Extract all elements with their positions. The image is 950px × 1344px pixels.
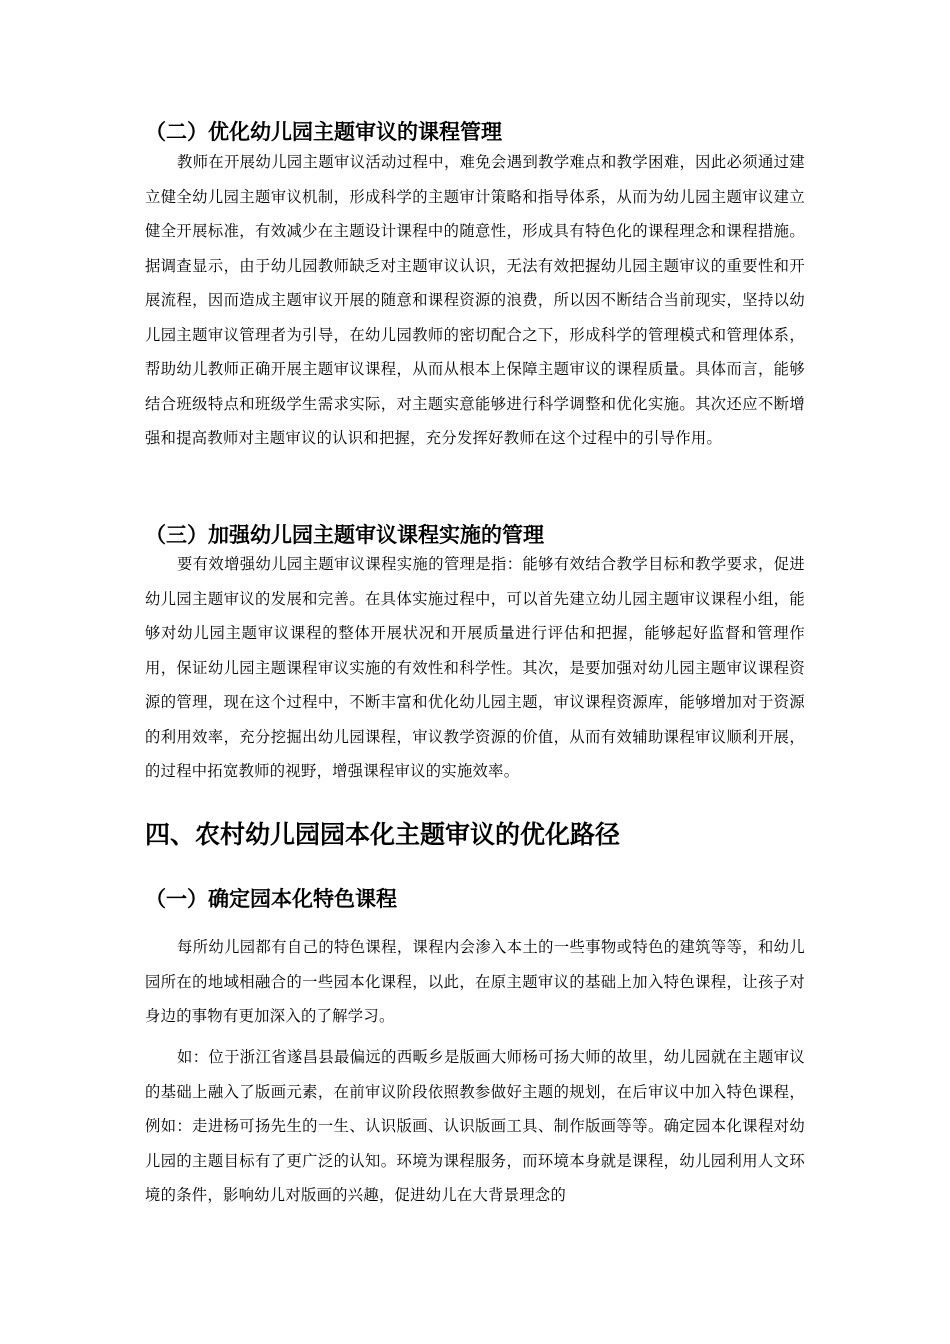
section-4-1-heading: （一）确定园本化特色课程: [145, 887, 397, 911]
section-2-paragraph: 教师在开展幼儿园主题审议活动过程中，难免会遇到教学难点和教学困难，因此必须通过建立健全幼儿园主题审议机制，形成科学的主题审计策略和指导体系，从而为幼儿园主题审议建立健全开展标准，有效减少在主题设计课程中的随意性，形成具有特色化的课程理念和课程措施。据调查显示，由于幼儿园教师缺乏对主题审议认识，无法有效把握幼儿园主题审议的重要性和开展流程，因而造成主题审议开展的随意和课程资源的浪费，所以因不断结合当前现实，坚持以幼儿园主题审议管理者为引导，在幼儿园教师的密切配合之下，形成科学的管理模式和管理体系，帮助幼儿教师正确开展主题审议课程，从而从根本上保障主题审议的课程质量。具体而言，能够结合班级特点和班级学生需求实际，对主题实意能够进行科学调整和优化实施。其次还应不断增强和提高教师对主题审议的认识和把握，充分发挥好教师在这个过程中的引导作用。: [145, 153, 805, 447]
section-4-1-paragraph-1: 每所幼儿园都有自己的特色课程，课程内会渗入本土的一些事物或特色的建筑等等，和幼儿园所在的地域相融合的一些园本化课程，以此，在原主题审议的基础上加入特色课程，让孩子对身边的事物有更加深入的了解学习。: [145, 938, 805, 1025]
section-3-paragraph: 要有效增强幼儿园主题审议课程实施的管理是指：能够有效结合教学目标和教学要求，促进幼儿园主题审议的发展和完善。在具体实施过程中，可以首先建立幼儿园主题审议课程小组，能够对幼儿园主题审议课程的整体开展状况和开展质量进行评估和把握，能够起好监督和管理作用，保证幼儿园主题课程审议实施的有效性和科学性。其次，是要加强对幼儿园主题审议课程资源的管理，现在这个过程中，不断丰富和优化幼儿园主题，审议课程资源库，能够增加对于资源的利用效率，充分挖掘出幼儿园课程，审议教学资源的价值，从而有效辅助课程审议顺利开展，的过程中拓宽教师的视野，增强课程审议的实施效率。: [145, 555, 805, 780]
section-heading-3: （三）加强幼儿园主题审议课程实施的管理: [145, 523, 544, 547]
section-4-1-paragraph-2: 如：位于浙江省遂昌县最偏远的西畈乡是版画大师杨可扬大师的故里，幼儿园就在主题审议的基础上融入了版画元素，在前审议阶段依照教参做好主题的规划，在后审议中加入特色课程，例如：走进杨可扬先生的一生、认识版画、认识版画工具、制作版画等等。确定园本化课程对幼儿园的主题目标有了更广泛的认知。环境为课程服务，而环境本身就是课程，幼儿园利用人文环境的条件，影响幼儿对版画的兴趣，促进幼儿在大背景理念的: [145, 1048, 805, 1204]
section-heading-2: （二）优化幼儿园主题审议的课程管理: [145, 120, 502, 144]
chapter-4-heading: 四、农村幼儿园园本化主题审议的优化路径: [145, 820, 621, 849]
